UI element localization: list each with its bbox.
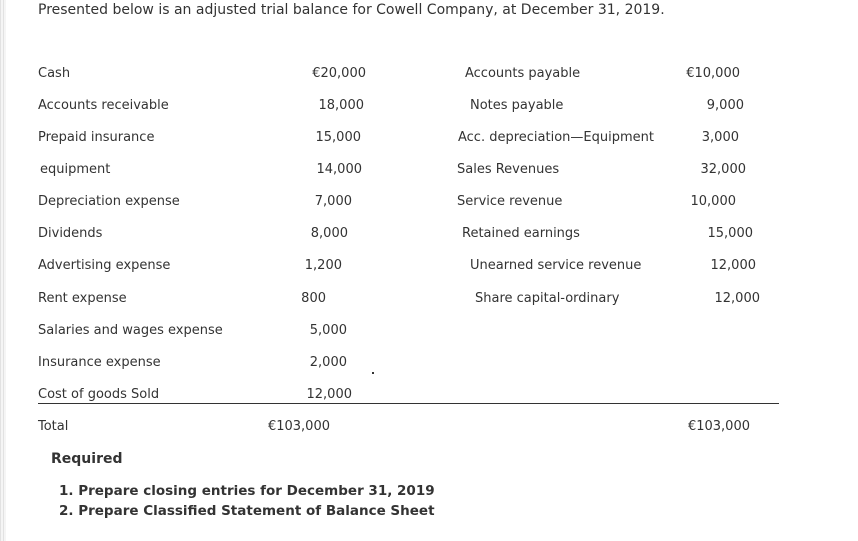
debit-amount-depreciation-expense: 7,000 <box>314 194 352 209</box>
credit-label-sales-revenues: Sales Revenues <box>457 162 560 177</box>
debit-amount-equipment: 14,000 <box>316 162 362 177</box>
debit-amount-rent-expense: 800 <box>301 291 326 306</box>
requirement-item: 1. Prepare closing entries for December 31, 2019 <box>59 483 435 499</box>
debit-label-advertising-expense: Advertising expense <box>38 258 171 273</box>
debit-amount-accounts-receivable: 18,000 <box>318 98 364 113</box>
debit-label-prepaid-insurance: Prepaid insurance <box>38 130 155 145</box>
credit-label-notes-payable: Notes payable <box>470 98 564 113</box>
debit-amount-cash: €20,000 <box>312 66 366 81</box>
debit-amount-cost-of-goods-sold: 12,000 <box>306 387 352 402</box>
credit-amount-service-revenue: 10,000 <box>690 194 736 209</box>
requirement-item: 2. Prepare Classified Statement of Balance Sheet <box>59 503 435 519</box>
total-debit-amount: €103,000 <box>267 419 330 434</box>
total-divider-line <box>162 403 779 404</box>
intro-text: Presented below is an adjusted trial balance for Cowell Company, at December 31, 2019. <box>38 2 665 18</box>
debit-label-equipment: equipment <box>40 162 111 177</box>
credit-amount-retained-earnings: 15,000 <box>707 226 753 241</box>
debit-amount-dividends: 8,000 <box>310 226 348 241</box>
left-edge-stripe <box>0 0 6 541</box>
debit-amount-salaries-and-wages-expense: 5,000 <box>309 323 347 338</box>
underline-cost-of-goods-sold <box>38 403 162 404</box>
credit-amount-accounts-payable: €10,000 <box>686 66 740 81</box>
debit-amount-prepaid-insurance: 15,000 <box>315 130 361 145</box>
credit-label-unearned-service-revenue: Unearned service revenue <box>470 258 642 273</box>
credit-amount-sales-revenues: 32,000 <box>700 162 746 177</box>
credit-label-share-capital-ordinary: Share capital-ordinary <box>475 291 620 306</box>
credit-amount-unearned-service-revenue: 12,000 <box>710 258 756 273</box>
credit-label-acc-depreciation-equipment: Acc. depreciation—Equipment <box>458 130 654 145</box>
debit-label-cost-of-goods-sold: Cost of goods Sold <box>38 387 160 402</box>
debit-label-accounts-receivable: Accounts receivable <box>38 98 169 113</box>
total-label: Total <box>38 419 69 434</box>
debit-label-rent-expense: Rent expense <box>38 291 127 306</box>
debit-label-salaries-and-wages-expense: Salaries and wages expense <box>38 323 223 338</box>
debit-label-insurance-expense: Insurance expense <box>38 355 161 370</box>
requirements-list <box>59 481 435 521</box>
debit-amount-advertising-expense: 1,200 <box>304 258 342 273</box>
credit-label-service-revenue: Service revenue <box>457 194 563 209</box>
credit-amount-share-capital-ordinary: 12,000 <box>714 291 760 306</box>
debit-label-cash: Cash <box>38 66 71 81</box>
debit-label-dividends: Dividends <box>38 226 103 241</box>
debit-amount-insurance-expense: 2,000 <box>309 355 347 370</box>
total-credit-amount: €103,000 <box>687 419 750 434</box>
credit-label-retained-earnings: Retained earnings <box>462 226 580 241</box>
credit-amount-acc-depreciation-equipment: 3,000 <box>701 130 739 145</box>
debit-label-depreciation-expense: Depreciation expense <box>38 194 180 209</box>
stray-tick-mark <box>372 372 374 374</box>
credit-amount-notes-payable: 9,000 <box>706 98 744 113</box>
required-heading: Required <box>51 451 123 467</box>
credit-label-accounts-payable: Accounts payable <box>465 66 581 81</box>
